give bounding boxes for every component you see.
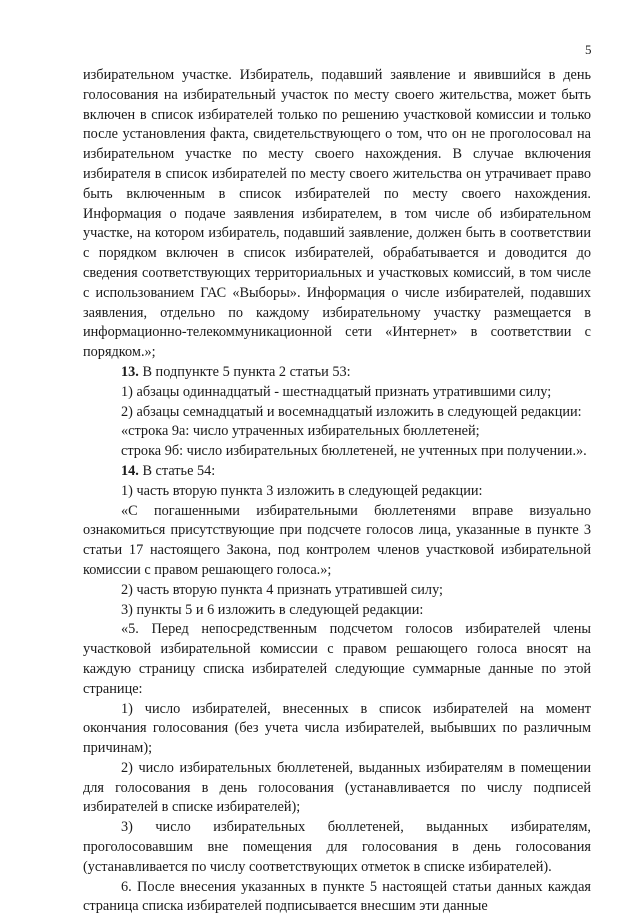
page-number: 5 <box>585 42 592 57</box>
item-number: 14. <box>121 462 139 479</box>
paragraph <box>83 403 591 423</box>
paragraph-text: 1) часть вторую пункта 3 изложить в следующей редакции: <box>121 482 483 499</box>
paragraph <box>83 482 591 502</box>
paragraph-text: 2) часть вторую пункта 4 признать утратившей силу; <box>121 581 444 598</box>
paragraph-text: В статье 54: <box>138 462 216 479</box>
paragraph <box>83 601 591 621</box>
paragraph-text: 1) абзацы одиннадцатый - шестнадцатый признать утратившими силу; <box>121 383 552 400</box>
paragraph <box>83 462 591 482</box>
paragraph-text: 1) число избирателей, внесенных в список избирателей на момент окончания голосования (без учета числа избирателей, выбывших по различным причинам); <box>83 700 591 757</box>
paragraph <box>83 363 591 383</box>
paragraph-text: «С погашенными избирательными бюллетенями вправе визуально ознакомиться присутствующие при подсчете голосов лица, указанные в пункте 3 статьи 17 настоящего Закона, под контролем членов участковой избирательной комиссии с правом решающего голоса.»; <box>83 502 591 578</box>
document-body <box>83 66 591 917</box>
paragraph <box>83 66 591 363</box>
paragraph-text: 6. После внесения указанных в пункте 5 настоящей статьи данных каждая страница списка избирателей подписывается внесшим эти данные <box>83 878 591 915</box>
paragraph <box>83 442 591 462</box>
paragraph <box>83 878 591 917</box>
paragraph-text: избирательном участке. Избиратель, подавший заявление и явившийся в день голосования на избирательный участок по месту своего жительства, может быть включен в список избирателей только по решению участковой комиссии и только после установления факта, свидетельствующего о том, что он не проголосовал на избирательном участке по месту своего нахождения. В случае включения избирателя в список избирателей по месту своего жительства он утрачивает право быть включенным в список избирателей по месту своего нахождения. Информация о подаче заявления избирателем, в том числе об избирательном участке, на котором избиратель, подавший заявление, должен быть в соответствии с порядком включен в список избирателей, обрабатывается и доводится до сведения соответствующих территориальных и участковых комиссий, в том числе с использованием ГАС «Выборы». Информация о числе избирателей, подавших заявления, отдельно по каждому избирательному участку размещается в информационно-телекоммуникационной сети «Интернет» в соответствии с порядком.»; <box>83 67 591 361</box>
paragraph-text: 2) число избирательных бюллетеней, выданных избирателям в помещении для голосования в день голосования (устанавливается по числу подписей избирателей в списке избирателей); <box>83 759 591 816</box>
paragraph-text: В подпункте 5 пункта 2 статьи 53: <box>138 363 351 380</box>
paragraph <box>83 502 591 581</box>
paragraph-text: 2) абзацы семнадцатый и восемнадцатый изложить в следующей редакции: <box>121 403 582 420</box>
paragraph <box>83 383 591 403</box>
paragraph <box>83 759 591 818</box>
paragraph <box>83 581 591 601</box>
paragraph-text: «строка 9а: число утраченных избирательных бюллетеней; <box>121 423 480 440</box>
paragraph-text: 3) число избирательных бюллетеней, выданных избирателям, проголосовавшим вне помещения для голосования в день голосования (устанавливается по числу соответствующих отметок в списке избирателей). <box>83 819 591 875</box>
paragraph <box>83 818 591 877</box>
paragraph-text: 3) пункты 5 и 6 изложить в следующей редакции: <box>121 601 424 618</box>
paragraph-text: «5. Перед непосредственным подсчетом голосов избирателей члены участковой избирательной комиссии с правом решающего голоса вносят на каждую страницу списка избирателей следующие суммарные данные по этой странице: <box>83 621 591 697</box>
paragraph <box>83 700 591 759</box>
paragraph-text: строка 9б: число избирательных бюллетеней, не учтенных при получении.». <box>121 443 587 460</box>
paragraph <box>83 422 591 442</box>
item-number: 13. <box>121 363 139 380</box>
paragraph <box>83 620 591 699</box>
